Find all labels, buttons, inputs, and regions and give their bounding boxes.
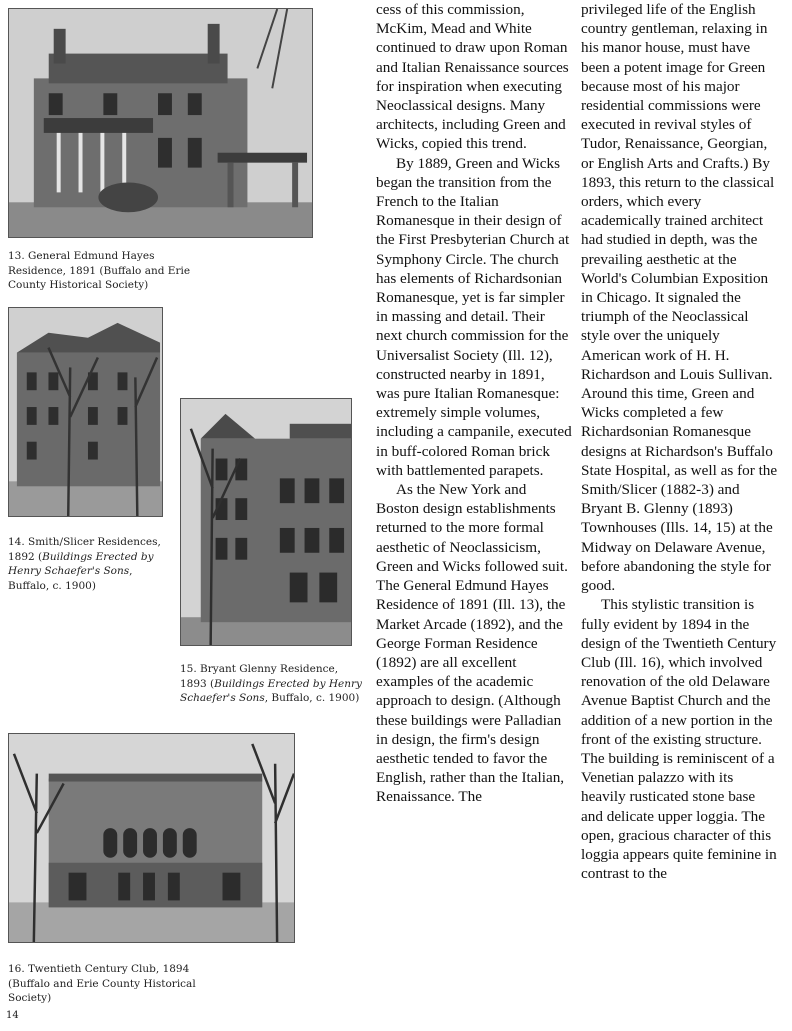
text-column-1 (376, 0, 572, 807)
text-column-2 (581, 0, 779, 883)
paragraph: cess of this commission, McKim, Mead and White continued to draw upon Roman and Italian Renaissance sources for inspiration when executing Neoclassical designs. Many architects, including Green and Wicks, copied this trend. (376, 1, 569, 153)
paragraph: By 1889, Green and Wicks began the transition from the French to the Italian Romanesque in their design of the First Presbyterian Church at Symphony Circle. The church has elements of Richardsonian Romanesque, yet is far simpler in massing and detail. Their next church commission for the Universalist Society (Ill. 12), constructed nearby in 1891, was pure Italian Romanesque: extremely simple volumes, including a campanile, executed in buff-colored Roman brick with battlemented parapets. (376, 154, 572, 479)
photo-twentieth-century-club (8, 733, 295, 943)
photo-smith-slicer-residences (8, 307, 163, 517)
figure-16-caption: 16. Twentieth Century Club, 1894 (Buffalo and Erie County Historical Society) (8, 963, 196, 1004)
photo-hayes-residence (8, 8, 313, 238)
paragraph: privileged life of the English country gentleman, relaxing in his manor house, must have been a potent image for Green because most of his major residential commissions were executed in revival styles of Tudor, Renaissance, Georgian, or English Arts and Crafts.) By 1893, this return to the classical orders, which every academically trained architect had studied in depth, was the prevailing aesthetic at the World's Columbian Exposition in Chicago. It signaled the triumph of the Neoclassical style over the uniquely American work of H. H. Richardson and Louis Sullivan. Around this time, Green and Wicks completed a few Richardsonian Romanesque designs at Richardson's Buffalo State Hospital, as well as for the Smith/Slicer (1882-3) and Bryant B. Glenny (1893) Townhouses (Ills. 14, 15) at the Midway on Delaware Avenue, before abandoning the style for good. (581, 1, 778, 595)
page-number: 14 (6, 1010, 19, 1021)
figure-13-caption: 13. General Edmund Hayes Residence, 1891 (Buffalo and Erie County Historical Society) (8, 250, 191, 291)
photo-bryant-glenny-residence (180, 398, 352, 646)
paragraph: This stylistic transition is fully evident by 1894 in the design of the Twentieth Century Club (Ill. 16), which involved renovation of the old Delaware Avenue Baptist Church and the addition of a new portion in the front of the existing structure. The building is reminiscent of a Venetian palazzo with its heavily rusticated stone base and delicate upper loggia. The open, gracious character of this loggia appears quite feminine in contrast to the (581, 596, 777, 883)
figure-14-caption: 14. Smith/Slicer Residences, 1892 (Buildings Erected by Henry Schaefer's Sons, Buffalo, c. 1900) (8, 536, 161, 592)
paragraph: As the New York and Boston design establishments returned to the more formal aesthetic of Neoclassicism, Green and Wicks followed suit. The General Edmund Hayes Residence of 1891 (Ill. 13), the Market Arcade (1892), and the George Forman Residence (1892) are all excellent examples of the academic approach to design. (Although these buildings were Palladian in design, the firm's design aesthetic tended to favor the English, rather than the Italian, Renaissance. The (376, 481, 568, 806)
figure-15-caption: 15. Bryant Glenny Residence, 1893 (Buildings Erected by Henry Schaefer's Sons, Buffalo, c. 1900) (180, 663, 362, 704)
